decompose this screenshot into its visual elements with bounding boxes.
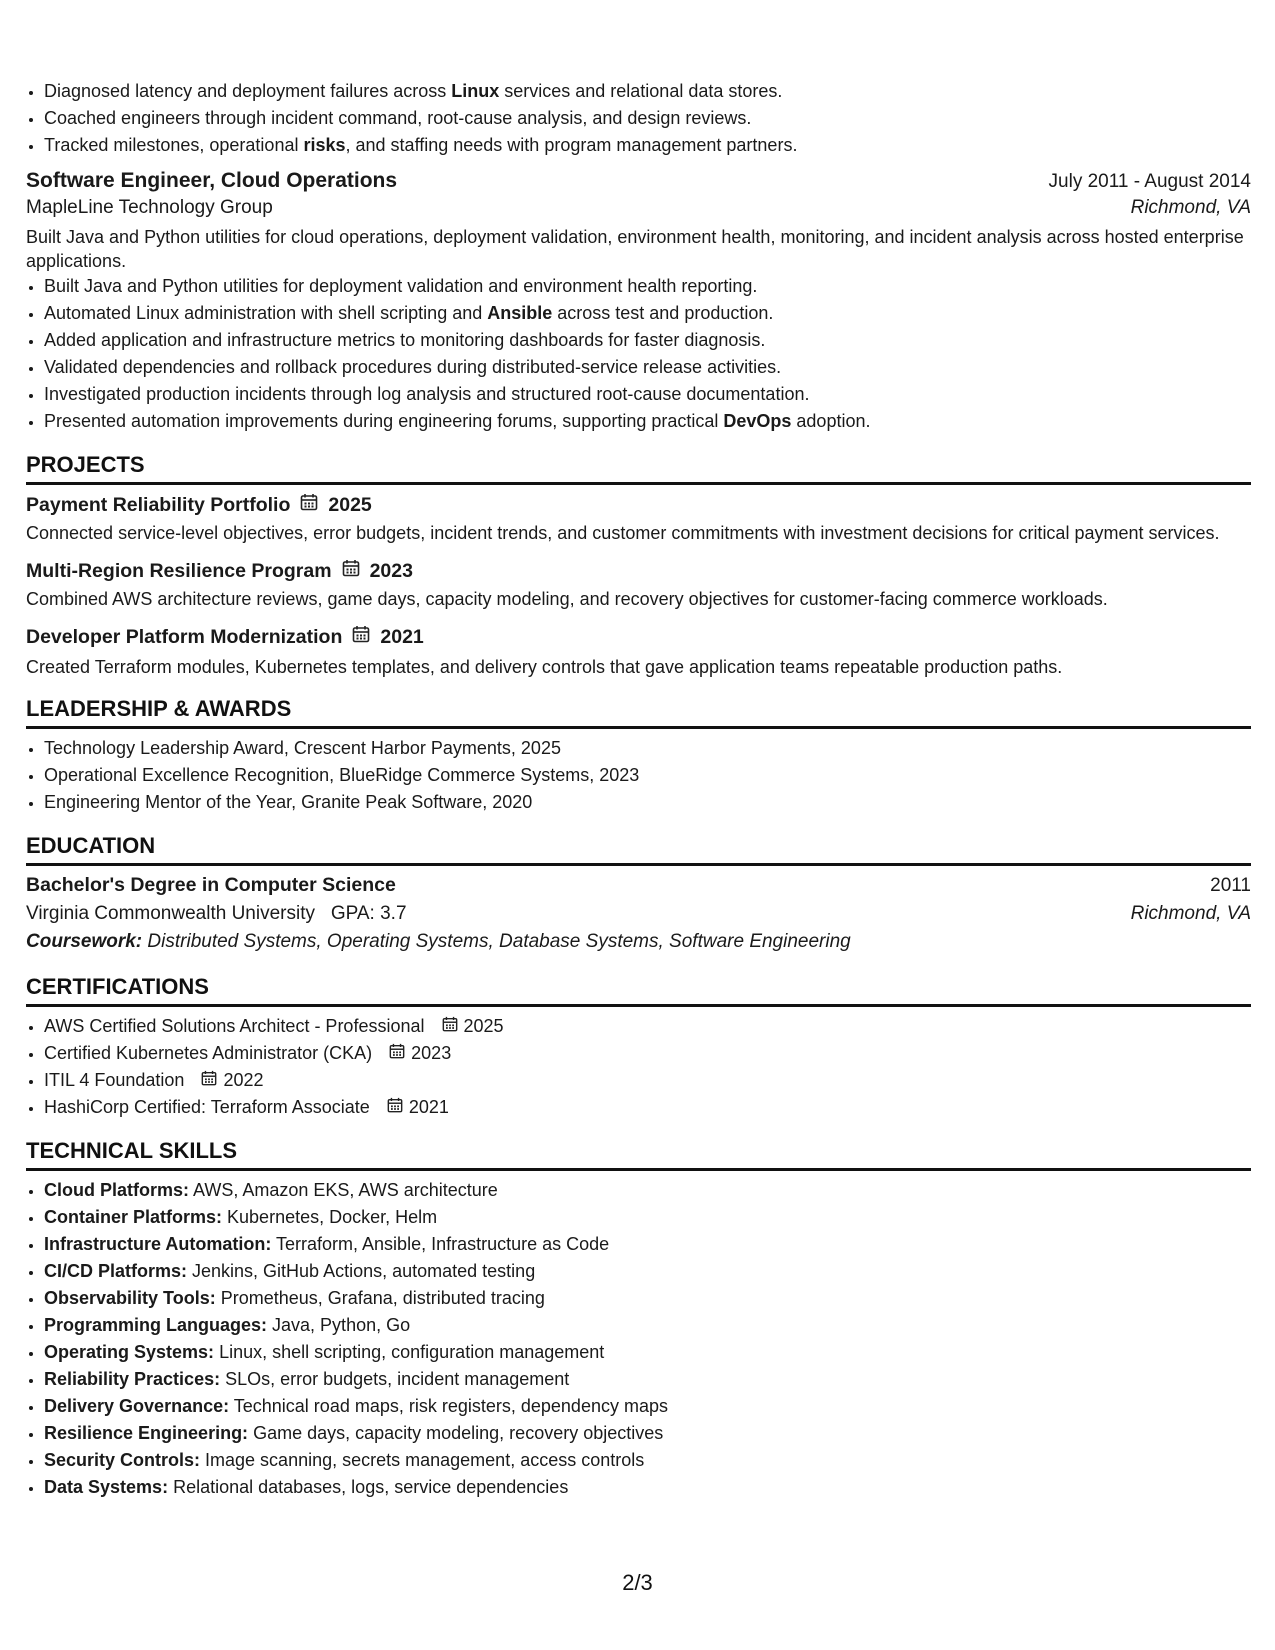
list-item: • Presented automation improvements during engineering forums, supporting practical DevOps adoption. [44,408,1251,435]
calendar-icon [387,1094,403,1121]
school-location: Richmond, VA [1130,903,1251,924]
job-dates: July 2011 - August 2014 [1048,171,1251,192]
cert-name: • AWS Certified Solutions Architect - Professional [44,1016,425,1036]
list-item: • Reliability Practices: SLOs, error budgets, incident management [44,1366,1251,1393]
list-item [44,1013,1251,1040]
cert-year: 2025 [463,1016,504,1036]
cert-name: • HashiCorp Certified: Terraform Associate [44,1097,370,1117]
cert-year: 2022 [223,1070,264,1090]
certifications-section [26,973,1251,1121]
list-item: • Infrastructure Automation: Terraform, Ansible, Infrastructure as Code [44,1231,1251,1258]
list-item: • Resilience Engineering: Game days, capacity modeling, recovery objectives [44,1420,1251,1447]
section-heading: EDUCATION [26,832,1251,866]
project-desc: Combined AWS architecture reviews, game days, capacity modeling, and recovery objectives for customer-facing commerce workloads. [26,589,1108,609]
project-desc: Created Terraform modules, Kubernetes templates, and delivery controls that gave application teams repeatable production paths. [26,657,1063,677]
prior-job-bullets [26,78,1251,159]
section-heading: CERTIFICATIONS [26,973,1251,1007]
list-item: • Built Java and Python utilities for deployment validation and environment health reporting. [44,273,1251,300]
list-item [44,1067,1251,1094]
page-number: 2/3 [622,1570,653,1595]
list-item: • Container Platforms: Kubernetes, Docker, Helm [44,1204,1251,1231]
job-location: Richmond, VA [1130,197,1251,218]
list-item: • Observability Tools: Prometheus, Grafana, distributed tracing [44,1285,1251,1312]
cert-year: 2021 [408,1097,449,1117]
list-item: • Automated Linux administration with shell scripting and Ansible across test and production. [44,300,1251,327]
job-summary: Built Java and Python utilities for cloud operations, deployment validation, environment health, monitoring, and incident analysis across hosted enterprise applications. [26,227,1244,271]
calendar-icon [442,1013,458,1040]
section-heading: PROJECTS [26,451,1251,485]
section-heading: LEADERSHIP & AWARDS [26,695,1251,729]
list-item [44,1094,1251,1121]
list-item: • Programming Languages: Java, Python, Go [44,1312,1251,1339]
project-entry [26,625,1251,679]
certifications-list [26,1013,1251,1121]
calendar-icon [201,1067,217,1094]
awards-section [26,695,1251,816]
list-item: • Cloud Platforms: AWS, Amazon EKS, AWS architecture [44,1177,1251,1204]
list-item: • Added application and infrastructure metrics to monitoring dashboards for faster diagnosis. [44,327,1251,354]
section-heading: TECHNICAL SKILLS [26,1137,1251,1171]
list-item: • Data Systems: Relational databases, logs, service dependencies [44,1474,1251,1501]
cert-name: • Certified Kubernetes Administrator (CKA) [44,1043,373,1063]
list-item: • Delivery Governance: Technical road maps, risk registers, dependency maps [44,1393,1251,1420]
resume-page [26,78,1251,1501]
list-item: • Tracked milestones, operational risks, and staffing needs with program management partners. [44,132,1251,159]
job-entry [26,169,1251,435]
calendar-icon [352,625,370,649]
project-title: Payment Reliability Portfolio [26,493,291,516]
project-entry [26,559,1251,611]
calendar-icon [389,1040,405,1067]
projects-section [26,451,1251,679]
job-company: MapleLine Technology Group [26,197,273,218]
skills-section [26,1137,1251,1501]
education-section [26,832,1251,953]
cert-name: • ITIL 4 Foundation [44,1070,185,1090]
list-item: • CI/CD Platforms: Jenkins, GitHub Actions, automated testing [44,1258,1251,1285]
school-line [26,903,407,925]
list-item: • Diagnosed latency and deployment failures across Linux services and relational data stores. [44,78,1251,105]
job-title: Software Engineer, Cloud Operations [26,169,398,192]
project-title: Multi-Region Resilience Program [26,559,332,582]
list-item: • Investigated production incidents through log analysis and structured root-cause documentation. [44,381,1251,408]
project-entry [26,493,1251,545]
cert-year: 2023 [411,1043,452,1063]
coursework-line [26,931,1251,953]
gpa: GPA: 3.7 [330,903,407,924]
project-year: 2025 [328,493,372,516]
list-item: • Technology Leadership Award, Crescent Harbor Payments, 2025 [44,735,1251,762]
school-name: Virginia Commonwealth University [26,903,315,924]
calendar-icon [342,559,360,583]
calendar-icon [300,493,318,517]
list-item: • Operating Systems: Linux, shell scripting, configuration management [44,1339,1251,1366]
project-desc: Connected service-level objectives, error budgets, incident trends, and customer commitments with investment decisions for critical payment services. [26,523,1220,543]
list-item: • Operational Excellence Recognition, BlueRidge Commerce Systems, 2023 [44,762,1251,789]
list-item [44,1040,1251,1067]
project-year: 2023 [369,559,413,582]
degree-title: Bachelor's Degree in Computer Science [26,874,396,896]
coursework-label: Coursework: [26,931,143,952]
list-item: • Validated dependencies and rollback procedures during distributed-service release activities. [44,354,1251,381]
project-title: Developer Platform Modernization [26,625,343,648]
skills-list [26,1177,1251,1501]
list-item: • Coached engineers through incident command, root-cause analysis, and design reviews. [44,105,1251,132]
project-year: 2021 [380,625,424,648]
coursework-list: Distributed Systems, Operating Systems, Database Systems, Software Engineering [147,931,851,952]
degree-year: 2011 [1210,875,1251,896]
list-item: • Security Controls: Image scanning, secrets management, access controls [44,1447,1251,1474]
list-item: • Engineering Mentor of the Year, Granite Peak Software, 2020 [44,789,1251,816]
awards-list [26,735,1251,816]
job-bullets [26,273,1251,435]
